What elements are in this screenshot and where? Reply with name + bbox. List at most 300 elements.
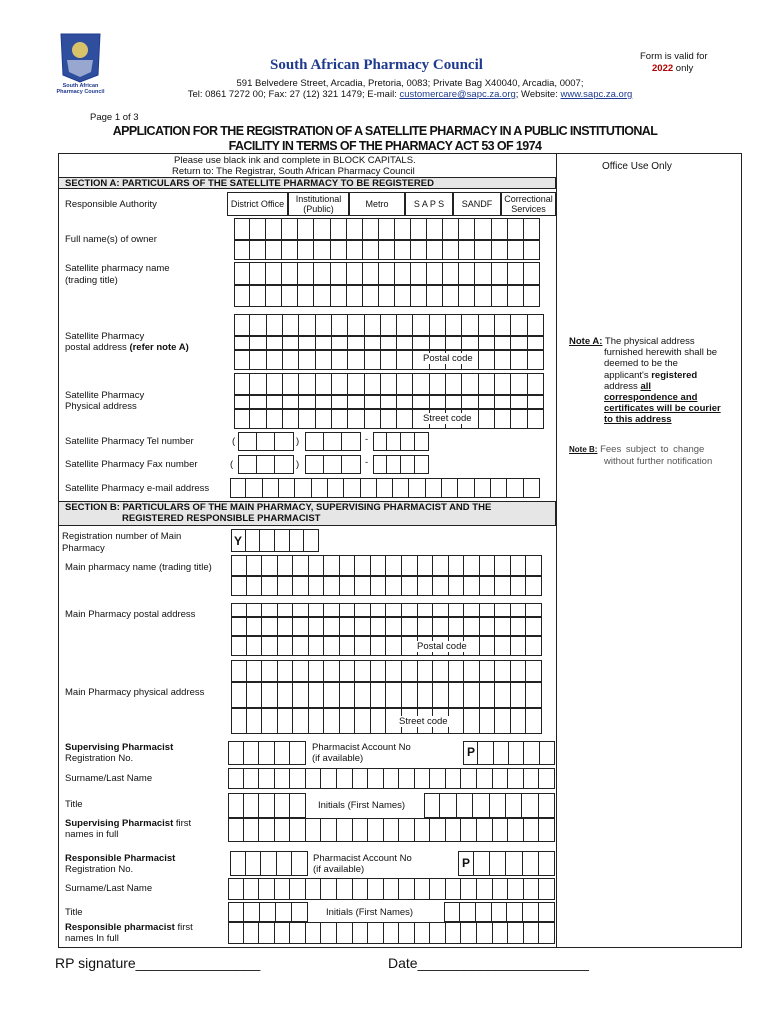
grid-cell[interactable] <box>309 617 325 636</box>
grid-cell[interactable] <box>462 314 478 336</box>
grid-cell[interactable] <box>443 240 459 260</box>
grid-cell[interactable] <box>259 793 275 818</box>
grid-cell[interactable] <box>321 878 337 900</box>
grid-cell[interactable] <box>306 768 322 789</box>
grid-cell[interactable] <box>292 851 308 876</box>
grid-cell[interactable] <box>340 682 356 708</box>
grid-cell[interactable] <box>492 902 508 922</box>
grid-cell[interactable] <box>446 336 462 350</box>
physical-grid-3[interactable] <box>234 409 544 429</box>
grid-cell[interactable] <box>247 617 263 636</box>
grid-cell[interactable] <box>266 218 282 240</box>
main-postal-grid-3[interactable] <box>231 636 542 656</box>
grid-cell[interactable] <box>433 682 449 708</box>
rp-first-grid[interactable] <box>228 922 555 944</box>
grid-cell[interactable] <box>231 617 247 636</box>
grid-cell[interactable] <box>247 708 263 734</box>
physical-grid-2[interactable] <box>234 395 544 409</box>
grid-cell[interactable] <box>267 409 283 429</box>
grid-cell[interactable] <box>228 818 244 842</box>
grid-cell[interactable] <box>277 851 293 876</box>
grid-cell[interactable] <box>461 878 477 900</box>
grid-cell[interactable] <box>314 262 330 285</box>
grid-cell[interactable] <box>384 922 400 944</box>
grid-cell[interactable] <box>231 576 247 596</box>
grid-cell[interactable] <box>337 878 353 900</box>
grid-cell[interactable] <box>511 314 527 336</box>
grid-cell[interactable] <box>371 603 387 617</box>
grid-cell[interactable] <box>293 576 309 596</box>
grid-cell[interactable] <box>418 603 434 617</box>
sup-title-grid[interactable] <box>228 793 306 818</box>
grid-cell[interactable] <box>511 617 527 636</box>
grid-cell[interactable] <box>539 818 555 842</box>
grid-cell[interactable] <box>490 851 506 876</box>
grid-cell[interactable] <box>365 314 381 336</box>
grid-cell[interactable] <box>506 851 522 876</box>
grid-cell[interactable] <box>381 336 397 350</box>
grid-cell[interactable] <box>475 240 491 260</box>
grid-cell[interactable] <box>279 478 295 498</box>
grid-cell[interactable] <box>332 373 348 395</box>
grid-cell[interactable] <box>413 336 429 350</box>
tel-number-grid[interactable] <box>373 432 429 451</box>
grid-cell[interactable] <box>228 902 244 922</box>
grid-cell[interactable] <box>526 555 542 576</box>
grid-cell[interactable] <box>340 617 356 636</box>
grid-cell[interactable] <box>415 818 431 842</box>
grid-cell[interactable] <box>309 636 325 656</box>
grid-cell[interactable] <box>384 768 400 789</box>
grid-cell[interactable] <box>427 262 443 285</box>
grid-cell[interactable] <box>324 636 340 656</box>
grid-cell[interactable] <box>508 878 524 900</box>
grid-cell[interactable] <box>480 555 496 576</box>
grid-cell[interactable] <box>371 617 387 636</box>
grid-cell[interactable] <box>337 818 353 842</box>
grid-cell[interactable] <box>381 373 397 395</box>
grid-cell[interactable] <box>266 262 282 285</box>
grid-cell[interactable] <box>511 336 527 350</box>
grid-cell[interactable] <box>331 240 347 260</box>
email-grid[interactable] <box>230 478 540 498</box>
authority-correctional[interactable]: Correctional Services <box>501 192 556 216</box>
grid-cell[interactable] <box>395 262 411 285</box>
grid-cell[interactable] <box>443 285 459 307</box>
grid-cell[interactable] <box>477 768 493 789</box>
grid-cell[interactable] <box>331 262 347 285</box>
grid-cell[interactable] <box>262 708 278 734</box>
main-postal-grid-1[interactable] <box>231 603 542 617</box>
grid-cell[interactable] <box>290 878 306 900</box>
grid-cell[interactable] <box>506 793 522 818</box>
grid-cell[interactable] <box>381 395 397 409</box>
grid-cell[interactable] <box>539 768 555 789</box>
grid-cell[interactable] <box>528 314 544 336</box>
grid-cell[interactable] <box>306 922 322 944</box>
grid-cell[interactable] <box>411 285 427 307</box>
grid-cell[interactable] <box>309 603 325 617</box>
grid-cell[interactable] <box>495 708 511 734</box>
grid-cell[interactable] <box>430 768 446 789</box>
grid-cell[interactable] <box>379 240 395 260</box>
grid-cell[interactable] <box>348 336 364 350</box>
grid-cell[interactable] <box>411 218 427 240</box>
main-physical-grid-2[interactable] <box>231 682 542 708</box>
grid-cell[interactable] <box>430 314 446 336</box>
grid-cell[interactable] <box>355 708 371 734</box>
grid-cell[interactable] <box>278 603 294 617</box>
grid-cell[interactable] <box>528 336 544 350</box>
grid-cell[interactable] <box>386 636 402 656</box>
grid-cell[interactable] <box>479 336 495 350</box>
grid-cell[interactable] <box>495 576 511 596</box>
grid-cell[interactable] <box>446 373 462 395</box>
grid-cell[interactable] <box>234 350 250 370</box>
email-link[interactable]: customercare@sapc.za.org <box>399 89 516 100</box>
grid-cell[interactable] <box>397 336 413 350</box>
grid-cell[interactable] <box>316 373 332 395</box>
grid-cell[interactable] <box>231 555 247 576</box>
grid-cell[interactable] <box>511 682 527 708</box>
grid-cell[interactable] <box>480 603 496 617</box>
authority-sandf[interactable]: SANDF <box>453 192 501 216</box>
grid-cell[interactable] <box>244 922 260 944</box>
grid-cell[interactable] <box>418 660 434 682</box>
grid-cell[interactable] <box>365 336 381 350</box>
grid-cell[interactable] <box>293 682 309 708</box>
grid-cell[interactable] <box>433 603 449 617</box>
grid-cell[interactable] <box>397 314 413 336</box>
grid-cell[interactable] <box>402 555 418 576</box>
grid-cell[interactable] <box>244 741 260 765</box>
date-line[interactable]: Date______________________ <box>388 955 589 971</box>
grid-cell[interactable] <box>259 922 275 944</box>
grid-cell[interactable] <box>475 285 491 307</box>
grid-cell[interactable] <box>342 432 361 451</box>
grid-cell[interactable] <box>477 922 493 944</box>
grid-cell[interactable] <box>234 409 250 429</box>
grid-cell[interactable] <box>433 576 449 596</box>
rp-surname-grid[interactable] <box>228 878 555 900</box>
grid-cell[interactable] <box>331 285 347 307</box>
grid-cell[interactable] <box>234 218 250 240</box>
grid-cell[interactable] <box>526 576 542 596</box>
grid-cell[interactable] <box>464 682 480 708</box>
grid-cell[interactable] <box>275 432 294 451</box>
grid-cell[interactable] <box>507 478 523 498</box>
sup-reg-grid[interactable] <box>228 741 306 765</box>
grid-cell[interactable] <box>246 478 262 498</box>
grid-cell[interactable] <box>399 818 415 842</box>
grid-cell[interactable] <box>347 285 363 307</box>
grid-cell[interactable] <box>230 478 246 498</box>
grid-cell[interactable] <box>511 409 527 429</box>
grid-cell[interactable] <box>275 922 291 944</box>
grid-cell[interactable] <box>393 478 409 498</box>
tel-prefix-grid[interactable] <box>305 432 361 451</box>
grid-cell[interactable] <box>324 660 340 682</box>
grid-cell[interactable] <box>278 660 294 682</box>
grid-cell[interactable] <box>230 851 246 876</box>
grid-cell[interactable] <box>324 603 340 617</box>
grid-cell[interactable] <box>511 576 527 596</box>
grid-cell[interactable] <box>379 218 395 240</box>
grid-cell[interactable] <box>250 218 266 240</box>
grid-cell[interactable] <box>457 793 473 818</box>
grid-cell[interactable] <box>234 314 250 336</box>
grid-cell[interactable] <box>460 902 476 922</box>
grid-cell[interactable] <box>464 603 480 617</box>
grid-cell[interactable] <box>312 478 328 498</box>
grid-cell[interactable] <box>477 878 493 900</box>
grid-cell[interactable] <box>316 350 332 370</box>
grid-cell[interactable] <box>244 768 260 789</box>
grid-cell[interactable] <box>283 350 299 370</box>
grid-cell[interactable] <box>446 395 462 409</box>
grid-cell[interactable] <box>368 878 384 900</box>
grid-cell[interactable] <box>493 922 509 944</box>
grid-cell[interactable] <box>480 636 496 656</box>
grid-cell[interactable] <box>262 682 278 708</box>
grid-cell[interactable] <box>278 576 294 596</box>
grid-cell[interactable] <box>293 555 309 576</box>
grid-cell[interactable] <box>528 395 544 409</box>
grid-cell[interactable] <box>342 455 361 474</box>
physical-grid-1[interactable] <box>234 373 544 395</box>
grid-cell[interactable] <box>355 603 371 617</box>
grid-cell[interactable] <box>244 878 260 900</box>
grid-cell[interactable] <box>395 218 411 240</box>
grid-cell[interactable] <box>480 576 496 596</box>
grid-cell[interactable] <box>257 432 276 451</box>
grid-cell[interactable] <box>275 529 290 552</box>
grid-cell[interactable] <box>402 617 418 636</box>
grid-cell[interactable] <box>418 617 434 636</box>
grid-cell[interactable] <box>474 851 490 876</box>
grid-cell[interactable] <box>267 336 283 350</box>
grid-cell[interactable] <box>282 262 298 285</box>
grid-cell[interactable] <box>244 793 260 818</box>
grid-cell[interactable] <box>413 373 429 395</box>
grid-cell[interactable] <box>459 285 475 307</box>
grid-cell[interactable] <box>234 395 250 409</box>
grid-cell[interactable] <box>464 617 480 636</box>
authority-metro[interactable]: Metro <box>349 192 405 216</box>
grid-cell[interactable] <box>449 576 465 596</box>
grid-cell[interactable] <box>344 478 360 498</box>
pharmacy-name-grid-2[interactable] <box>234 285 540 307</box>
grid-cell[interactable] <box>348 395 364 409</box>
grid-cell[interactable] <box>464 708 480 734</box>
grid-cell[interactable] <box>293 603 309 617</box>
grid-cell[interactable] <box>340 555 356 576</box>
grid-cell[interactable] <box>259 768 275 789</box>
grid-cell[interactable] <box>261 851 277 876</box>
grid-cell[interactable] <box>304 529 319 552</box>
grid-cell[interactable] <box>262 603 278 617</box>
grid-cell[interactable] <box>415 432 429 451</box>
grid-cell[interactable] <box>250 314 266 336</box>
grid-cell[interactable] <box>283 314 299 336</box>
grid-cell[interactable] <box>298 218 314 240</box>
grid-cell[interactable] <box>247 603 263 617</box>
main-postal-grid-2[interactable] <box>231 617 542 636</box>
grid-cell[interactable] <box>250 262 266 285</box>
grid-cell[interactable] <box>473 793 489 818</box>
grid-cell[interactable] <box>459 262 475 285</box>
grid-cell[interactable] <box>267 314 283 336</box>
grid-cell[interactable] <box>462 395 478 409</box>
grid-cell[interactable] <box>462 373 478 395</box>
grid-cell[interactable] <box>282 240 298 260</box>
grid-cell[interactable] <box>231 660 247 682</box>
grid-cell[interactable] <box>353 818 369 842</box>
authority-saps[interactable]: S A P S <box>405 192 453 216</box>
grid-cell[interactable] <box>492 262 508 285</box>
grid-cell[interactable] <box>508 285 524 307</box>
grid-cell[interactable] <box>340 636 356 656</box>
grid-cell[interactable] <box>524 240 540 260</box>
grid-cell[interactable] <box>413 395 429 409</box>
grid-cell[interactable] <box>309 555 325 576</box>
grid-cell[interactable] <box>250 409 266 429</box>
grid-cell[interactable] <box>368 768 384 789</box>
grid-cell[interactable] <box>293 617 309 636</box>
rp-signature-line[interactable]: RP signature________________ <box>55 955 261 971</box>
grid-cell[interactable] <box>387 432 401 451</box>
grid-cell[interactable] <box>316 314 332 336</box>
grid-cell[interactable] <box>511 660 527 682</box>
grid-cell[interactable] <box>324 455 343 474</box>
grid-cell[interactable] <box>340 603 356 617</box>
grid-cell[interactable] <box>238 455 257 474</box>
grid-cell[interactable] <box>365 409 381 429</box>
grid-cell[interactable] <box>427 240 443 260</box>
grid-cell[interactable] <box>440 793 456 818</box>
grid-cell[interactable] <box>282 218 298 240</box>
grid-cell[interactable] <box>462 336 478 350</box>
grid-cell[interactable] <box>231 636 247 656</box>
postal-grid-3[interactable] <box>234 350 544 370</box>
reg-no-grid[interactable] <box>231 529 319 552</box>
grid-cell[interactable] <box>524 768 540 789</box>
grid-cell[interactable] <box>479 350 495 370</box>
grid-cell[interactable] <box>316 336 332 350</box>
fax-number-grid[interactable] <box>373 455 429 474</box>
grid-cell[interactable] <box>386 617 402 636</box>
grid-cell[interactable] <box>399 768 415 789</box>
grid-cell[interactable] <box>526 708 542 734</box>
grid-cell[interactable] <box>282 285 298 307</box>
grid-cell[interactable] <box>275 741 291 765</box>
grid-cell[interactable] <box>365 373 381 395</box>
grid-cell[interactable] <box>290 818 306 842</box>
grid-cell[interactable] <box>332 395 348 409</box>
grid-cell[interactable] <box>306 878 322 900</box>
grid-cell[interactable] <box>426 478 442 498</box>
grid-cell[interactable] <box>415 455 429 474</box>
grid-cell[interactable] <box>418 576 434 596</box>
grid-cell[interactable] <box>298 285 314 307</box>
grid-cell[interactable] <box>413 314 429 336</box>
grid-cell[interactable] <box>324 708 340 734</box>
grid-cell[interactable] <box>397 373 413 395</box>
grid-cell[interactable] <box>430 336 446 350</box>
grid-cell[interactable] <box>306 818 322 842</box>
grid-cell[interactable] <box>446 818 462 842</box>
grid-cell[interactable] <box>508 218 524 240</box>
grid-cell[interactable] <box>371 660 387 682</box>
grid-cell[interactable] <box>328 478 344 498</box>
grid-cell[interactable] <box>305 432 324 451</box>
grid-cell[interactable] <box>290 793 306 818</box>
grid-cell[interactable] <box>247 660 263 682</box>
grid-cell[interactable] <box>299 350 315 370</box>
grid-cell[interactable] <box>480 708 496 734</box>
grid-cell[interactable] <box>283 395 299 409</box>
rp-title-grid[interactable] <box>228 902 308 922</box>
grid-cell[interactable] <box>508 818 524 842</box>
grid-cell[interactable] <box>495 336 511 350</box>
grid-cell[interactable] <box>368 818 384 842</box>
grid-cell[interactable] <box>262 660 278 682</box>
grid-cell[interactable] <box>495 617 511 636</box>
grid-cell[interactable] <box>363 240 379 260</box>
grid-cell[interactable] <box>495 682 511 708</box>
grid-cell[interactable] <box>492 240 508 260</box>
grid-cell[interactable] <box>298 262 314 285</box>
grid-cell[interactable] <box>402 660 418 682</box>
grid-cell[interactable] <box>347 218 363 240</box>
grid-cell[interactable] <box>278 636 294 656</box>
grid-cell[interactable] <box>247 636 263 656</box>
grid-cell[interactable] <box>402 682 418 708</box>
grid-cell[interactable] <box>461 818 477 842</box>
grid-cell[interactable] <box>340 660 356 682</box>
grid-cell[interactable] <box>283 336 299 350</box>
grid-cell[interactable] <box>257 455 276 474</box>
grid-cell[interactable] <box>365 350 381 370</box>
grid-cell[interactable] <box>290 741 306 765</box>
grid-cell[interactable] <box>275 818 291 842</box>
grid-cell[interactable] <box>228 741 244 765</box>
grid-cell[interactable] <box>337 768 353 789</box>
grid-cell[interactable] <box>381 314 397 336</box>
sup-initials-grid[interactable] <box>424 793 555 818</box>
grid-cell[interactable] <box>480 660 496 682</box>
grid-cell[interactable] <box>415 878 431 900</box>
grid-cell[interactable] <box>363 218 379 240</box>
tel-area-grid[interactable] <box>238 432 294 451</box>
grid-cell[interactable] <box>495 660 511 682</box>
grid-cell[interactable] <box>260 529 275 552</box>
grid-cell[interactable] <box>259 878 275 900</box>
grid-cell[interactable] <box>267 350 283 370</box>
grid-cell[interactable] <box>299 395 315 409</box>
grid-cell[interactable] <box>373 455 387 474</box>
grid-cell[interactable] <box>234 336 250 350</box>
grid-cell[interactable] <box>526 636 542 656</box>
grid-cell[interactable] <box>263 478 279 498</box>
main-physical-grid-3[interactable] <box>231 708 542 734</box>
grid-cell[interactable] <box>494 741 509 765</box>
grid-cell[interactable] <box>381 350 397 370</box>
grid-cell[interactable] <box>443 262 459 285</box>
grid-cell[interactable] <box>316 409 332 429</box>
grid-cell[interactable] <box>526 660 542 682</box>
grid-cell[interactable] <box>305 455 324 474</box>
